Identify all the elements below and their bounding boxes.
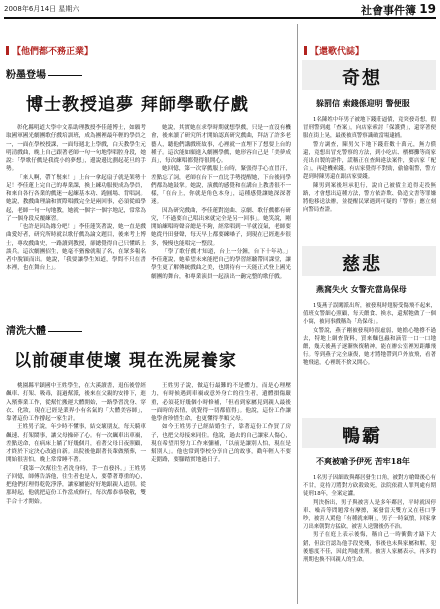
paragraph: 如今王姓男子已經結婚生子，靠著這份工作買了房子，也把父母接來同住。他說，過去的自己讓家人傷心，現在希望用努力工作來彌補，「以前是讓別人怕，現在是幫別人」。他也常到學校分享自己的故事，勸年輕人不要走錯路，要腳踏實地過日子。 [151, 424, 291, 464]
paragraph: 因為研究戲曲，李佳蓮對崑曲、京劇、歌仔戲都有研究，「不過要自己唱出來就完全是另一回事」。她笑說，剛開始練唱時聲音總是不夠，經常唱到一半就沒氣，老師要她從丹田發聲，每天早上都要練嗓子，到現在已經進步很多，慢慢也能唱完一整段。 [151, 207, 291, 247]
paragraph: 彰化縣明道大學中文系助理教授李佳蓮博士，如願考取國軍國光劇團歌仔戲培訓班，成為團裡最年輕的學員之一，一面在學校授課，一面每週北上學戲，白天教學生元明清戲曲，晚上自己跟著老師一句一句地學唱腔身段，她說：「學歌仔戲是我從小的夢想」，邊說邊比劃起花旦的手勢。 [6, 125, 146, 173]
paragraph: 「也許是因為緣分吧！」李佳蓮笑著說，她一直是戲曲愛好者，研究所時就以歌仔戲為論文題目，後來考上博士，專攻戲曲史，一路讀到教授，卻總覺得自己只懂紙上談兵。這次劇團招生，她毫不猶豫就報了名，在眾多報名者中脫穎而出。她說，「我要讓學生知道，學問不只在書本裡，也在舞台上」。 [6, 224, 146, 272]
right-story1-body [303, 116, 436, 238]
paragraph: 男子在庭上表示後悔，稱自己一時衝動才鑄下大錯，但法官認為他手段兇殘，事後也未與家屬和解，犯後態度不佳，因此判處重刑。被害人家屬表示，再多的刑期也換不回親人的生命。 [303, 532, 436, 564]
right-story2-title: 慈悲 [342, 254, 382, 275]
right-story1-subtitle: 躲罰信 索錢係迎明 警便服 [316, 98, 410, 108]
page-number: 19 [419, 2, 436, 16]
paragraph: 1隻燕子誤闖派出所，被發現時翅膀受傷飛不起來，值班女警細心照顧，每天餵食、換水，還幫牠做了一個小窩，被同事戲稱為「鳥保母」。 [303, 303, 436, 326]
paragraph: 她說，其實她在求學時期就想學戲，只是一直沒有機會，後來讀了研究所才開始認真研究戲曲，拜訪了許多老藝人，聽他們講戲班故事，心裡就一直埋下了想要上台的種子。這次能如願進入劇團學戲，她形容自己是「美夢成真」，每次練唱都覺得很開心。 [151, 125, 291, 164]
left-section-label: 【他們都不務正業】 [6, 44, 93, 57]
header-rule [4, 17, 436, 19]
paragraph: 陳男到案後坦承犯行，說自己被債主追得走投無路，才會想出這種方法，警方依詐欺、偽造文書等罪嫌將他移送法辦，並提醒民眾遇到可疑的「警察」應立刻向警局查證。 [303, 182, 436, 214]
right-story3-subtitle: 不爽被嗆予伊死 苦牢18年 [316, 456, 410, 466]
kicker-rule [48, 331, 82, 332]
right-story3-body [303, 474, 436, 604]
story2-kicker-text: 清洗大體 [6, 326, 46, 337]
paragraph: 1名男子因細故與鄰居發生口角，被對方嗆聲後心有不甘，竟持刀將對方砍殺致死，法院依殺人罪判處有期徒刑18年，全案定讞。 [303, 475, 436, 498]
paragraph: 1名陳姓中年男子被地下錢莊逼債，竟突發奇想，假冒刑警到處「查案」，向店家索討「保護費」，還穿著便服在街上晃，最後被真警察識破當場逮捕。 [303, 117, 436, 140]
story2-body-col2 [151, 382, 291, 604]
story1-body-col1 [6, 124, 146, 300]
issue-date: 2008年6月14日 星期六 [4, 5, 80, 13]
paragraph: 「來人啊，帶丫鬟來！」上台一拿起扇子就是架勢十足！李佳蓮上完自己的專業課，換上練功服便成為學員，和來自各行各業的戲迷一起練基本功、跑圓場、背唱詞。她說，教戲曲理論和實際唱戲完全是兩回事，必須從頭學起，老師一句一句地教，她就一個字一個字地記，常常為了一個身段反覆練習。 [6, 174, 146, 222]
story2-headline: 以前硬車使壞 現在洗屍養家 [14, 351, 237, 371]
paragraph: 「我第一次幫往生者洗身時，手一直發抖。」王姓男子回憶，師傅告訴他，往生者也是人，要帶著尊重的心，把他們打理得乾乾淨淨，讓家屬能好好地跟親人道別。從那時起，他就把這份工作當成修行，每次都恭恭敬敬，雙手合十才開始。 [6, 465, 146, 505]
right-section-label: 【還歌代誌】 [304, 44, 364, 57]
story1-body-col2 [151, 124, 291, 300]
page-header [4, 2, 436, 18]
story1-headline: 博士教授追夢 拜師學歌仔戲 [26, 95, 249, 115]
paragraph: 王姓男子說，做這行最難的不是體力，而是心理壓力，有時候遇到車禍或意外身亡的往生者，遺體損傷嚴重，必須花好幾個小時修補，「但看到家屬見到親人最後一面時的表情，就覺得一切都值得」。他說，這份工作讓他學會珍惜生命，也更懂得孝順父母。 [151, 383, 291, 422]
paragraph: 桃園縣平鎮國中王姓學生，在大溪讀書，退伍後曾經飆車、打架、吸毒，混過幫派，後來在父親的安排下，進入殯葬業工作，從幫忙搬運大體開始，一路學習洗身、穿衣、化妝，現在已經是業界小有名氣的「大體美容師」，靠著這份工作撐起一家生計。 [6, 383, 146, 422]
right-story2-subtitle: 燕窩失火 女警充當鳥保母 [316, 284, 407, 294]
story2-kicker [6, 322, 82, 337]
paragraph: 她回憶，第一次穿戲服上台時，緊張得手心直冒汗，差點忘了詞，老師在台下一直比手勢提醒她，下台後同學們都為她鼓掌。她說，演戲的感覺和在講台上教書很不一樣，「在台上，你就是角色本身」，這種感覺讓她深深著迷。 [151, 166, 291, 206]
kicker-rule [48, 75, 82, 76]
paragraph: 判決指出，男子與被害人是多年鄰居，平時就因停車、噪音等問題常有摩擦，案發當天雙方又在巷口爭吵，被害人罵他「有種就來啊」，男子一時氣憤，回家拿刀出來朝對方猛砍，被害人送醫後仍不治。 [303, 499, 436, 531]
paragraph: 「學了歌仔戲才知道，台上一分鐘，台下十年功。」李佳蓮說，她希望未來能把自己的學習經驗帶回課堂，讓學生更了解傳統戲曲之美，也期待有一天能正式登上國光劇團的舞台，和專業演員一起演出一齣完整的歌仔戲。 [151, 248, 291, 280]
right-story2-body [303, 302, 436, 408]
story1-kicker-text: 粉墨登場 [6, 70, 46, 81]
right-story1-title: 奇想 [342, 68, 382, 89]
paragraph: 警方調查，陳男欠下地下錢莊數十萬元，無力償還，竟想出冒充警察的方法，到小吃店、檳榔攤等商家亮出自製的證件，謊稱正在查緝違法案件，要店家「配合」，再趁機索錢。有店家覺得不對勁，偷偷報警，警方趕到時陳男還在跟店家要錢。 [303, 141, 436, 181]
right-story3-title: 鴨霸 [342, 426, 382, 447]
story1-kicker [6, 66, 82, 81]
section-name: 社會事件簿 [361, 4, 416, 17]
paragraph: 王姓男子說，年少時不懂事，結交壞朋友，每天騎車飆速、打架鬧事，讓父母操碎了心。有一次飆車出車禍，差點送命，在病床上躺了好幾個月，看著父母日夜照顧，才終於下定決心改過自新。出院後他跟著長輩做殯葬，一開始很害怕，晚上常常睡不著。 [6, 424, 146, 464]
column-divider [297, 24, 298, 604]
story2-body-col1 [6, 382, 146, 604]
paragraph: 女警說，燕子剛被發現時很虛弱，她擔心牠撐不過去，特地上網查資料，買來麵包蟲和滴管一口一口地餵，幾天後燕子逐漸恢復精神，能在辦公室裡短距離飛行。等到燕子完全康復，她才將牠帶到戶外放飛，看著牠飛遠，心裡既不捨又開心。 [303, 327, 436, 367]
